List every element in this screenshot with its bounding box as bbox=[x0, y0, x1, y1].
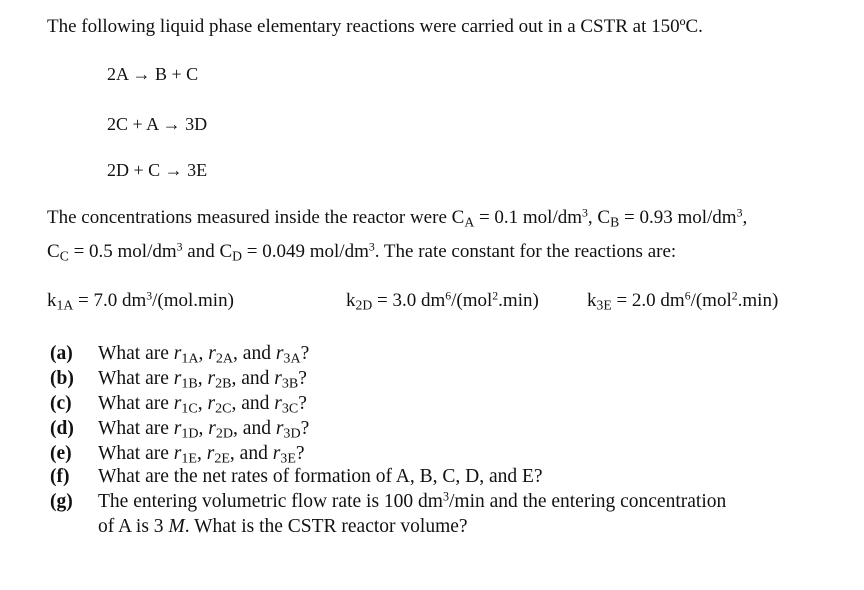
question-g-continued: of A is 3 M. What is the CSTR reactor volume? bbox=[98, 516, 468, 537]
conc-a: 0.1 mol/dm bbox=[494, 207, 583, 228]
conc-c: 0.5 mol/dm bbox=[89, 241, 177, 262]
reaction-2: 2C + A → 3D bbox=[107, 114, 208, 134]
question-e: (e) What are $r_{1E}$, $r_{2E}$, and $r_{3E}$? bbox=[50, 443, 305, 467]
question-g: (g) The entering volumetric flow rate is 100 $dm^3/\min$ and the entering concentration bbox=[50, 489, 727, 512]
concentrations-line-1: The concentrations measured inside the reactor were $C_A = 0.1$ mol/$dm^3$, $C_B = 0.93$ mol/$dm^3$, bbox=[47, 206, 748, 230]
concentrations-line-2: $C_C = 0.5$ mol/$dm^3$ and $C_D = 0.049$ mol/$dm^3$. The rate constant for the reactions are: bbox=[47, 240, 677, 264]
rate-constant-k3e: $k_{3E} = 2.0$ $dm^6/(mol^2.\min)$ bbox=[587, 289, 779, 313]
question-a: (a) What are $r_{1A}$, $r_{2A}$, and $r_{3A}$? bbox=[50, 343, 310, 367]
rate-constant-k2d: $k_{2D} = 3.0$ $dm^6/(mol^2.\min)$ bbox=[346, 289, 539, 313]
question-c: (c) What are $r_{1C}$, $r_{2C}$, and $r_{3C}$? bbox=[50, 393, 307, 417]
reaction-1: 2A → B + C bbox=[107, 64, 199, 84]
conc-d: 0.049 mol/dm bbox=[262, 241, 369, 262]
question-b: (b) What are $r_{1B}$, $r_{2B}$, and $r_{3B}$? bbox=[50, 368, 307, 392]
reaction-3: 2D + C → 3E bbox=[107, 160, 208, 180]
conc-b: 0.93 mol/dm bbox=[639, 207, 737, 228]
problem-intro: The following liquid phase elementary reactions were carried out in a CSTR at 150ºC. bbox=[47, 16, 703, 37]
question-d: (d) What are $r_{1D}$, $r_{2D}$, and $r_{3D}$? bbox=[50, 418, 310, 442]
question-f: (f) What are the net rates of formation of A, B, C, D, and E? bbox=[50, 466, 543, 487]
rate-constant-k1a: $k_{1A} = 7.0$ $dm^3/(mol.\min)$ bbox=[47, 289, 234, 313]
